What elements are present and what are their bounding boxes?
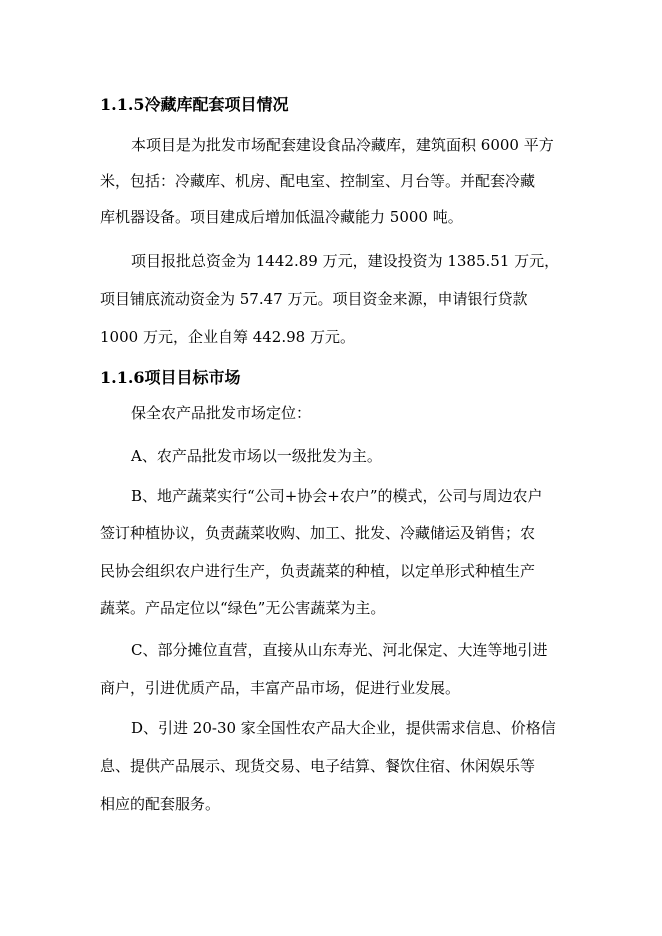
- paragraph-line: 签订种植协议，负责蔬菜收购、加工、批发、冷藏储运及销售；农: [100, 524, 536, 542]
- paragraph-line: 米，包括：冷藏库、机房、配电室、控制室、月台等。并配套冷藏: [100, 172, 536, 190]
- paragraph-line: C、部分摊位直营，直接从山东寿光、河北保定、大连等地引进: [131, 641, 548, 659]
- paragraph-line: 商户，引进优质产品，丰富产品市场，促进行业发展。: [100, 679, 461, 697]
- paragraph-line: D、引进 20-30 家全国性农产品大企业，提供需求信息、价格信: [131, 719, 556, 737]
- paragraph-line: A、农产品批发市场以一级批发为主。: [131, 447, 382, 465]
- paragraph-line: 相应的配套服务。: [100, 795, 221, 813]
- paragraph-line: 项目报批总资金为 1442.89 万元，建设投资为 1385.51 万元，: [131, 252, 560, 270]
- paragraph-line: 民协会组织农户进行生产，负责蔬菜的种植，以定单形式种植生产: [100, 562, 536, 580]
- paragraph-line: 蔬菜。产品定位以“绿色”无公害蔬菜为主。: [100, 599, 386, 617]
- paragraph-line: 1000 万元，企业自筹 442.98 万元。: [100, 328, 355, 346]
- paragraph-line: 息、提供产品展示、现货交易、电子结算、餐饮住宿、休闲娱乐等: [100, 757, 536, 775]
- paragraph-line: 保全农产品批发市场定位：: [131, 404, 312, 422]
- paragraph-line: 项目铺底流动资金为 57.47 万元。项目资金来源，申请银行贷款: [100, 290, 528, 308]
- section-heading-target-market: 1.1.6项目目标市场: [100, 368, 241, 387]
- paragraph-line: B、地产蔬菜实行“公司+协会+农户”的模式，公司与周边农户: [131, 487, 543, 505]
- paragraph-line: 本项目是为批发市场配套建设食品冷藏库，建筑面积 6000 平方: [131, 136, 554, 154]
- paragraph-line: 库机器设备。项目建成后增加低温冷藏能力 5000 吨。: [100, 208, 463, 226]
- section-heading-cold-storage: 1.1.5冷藏库配套项目情况: [100, 95, 289, 114]
